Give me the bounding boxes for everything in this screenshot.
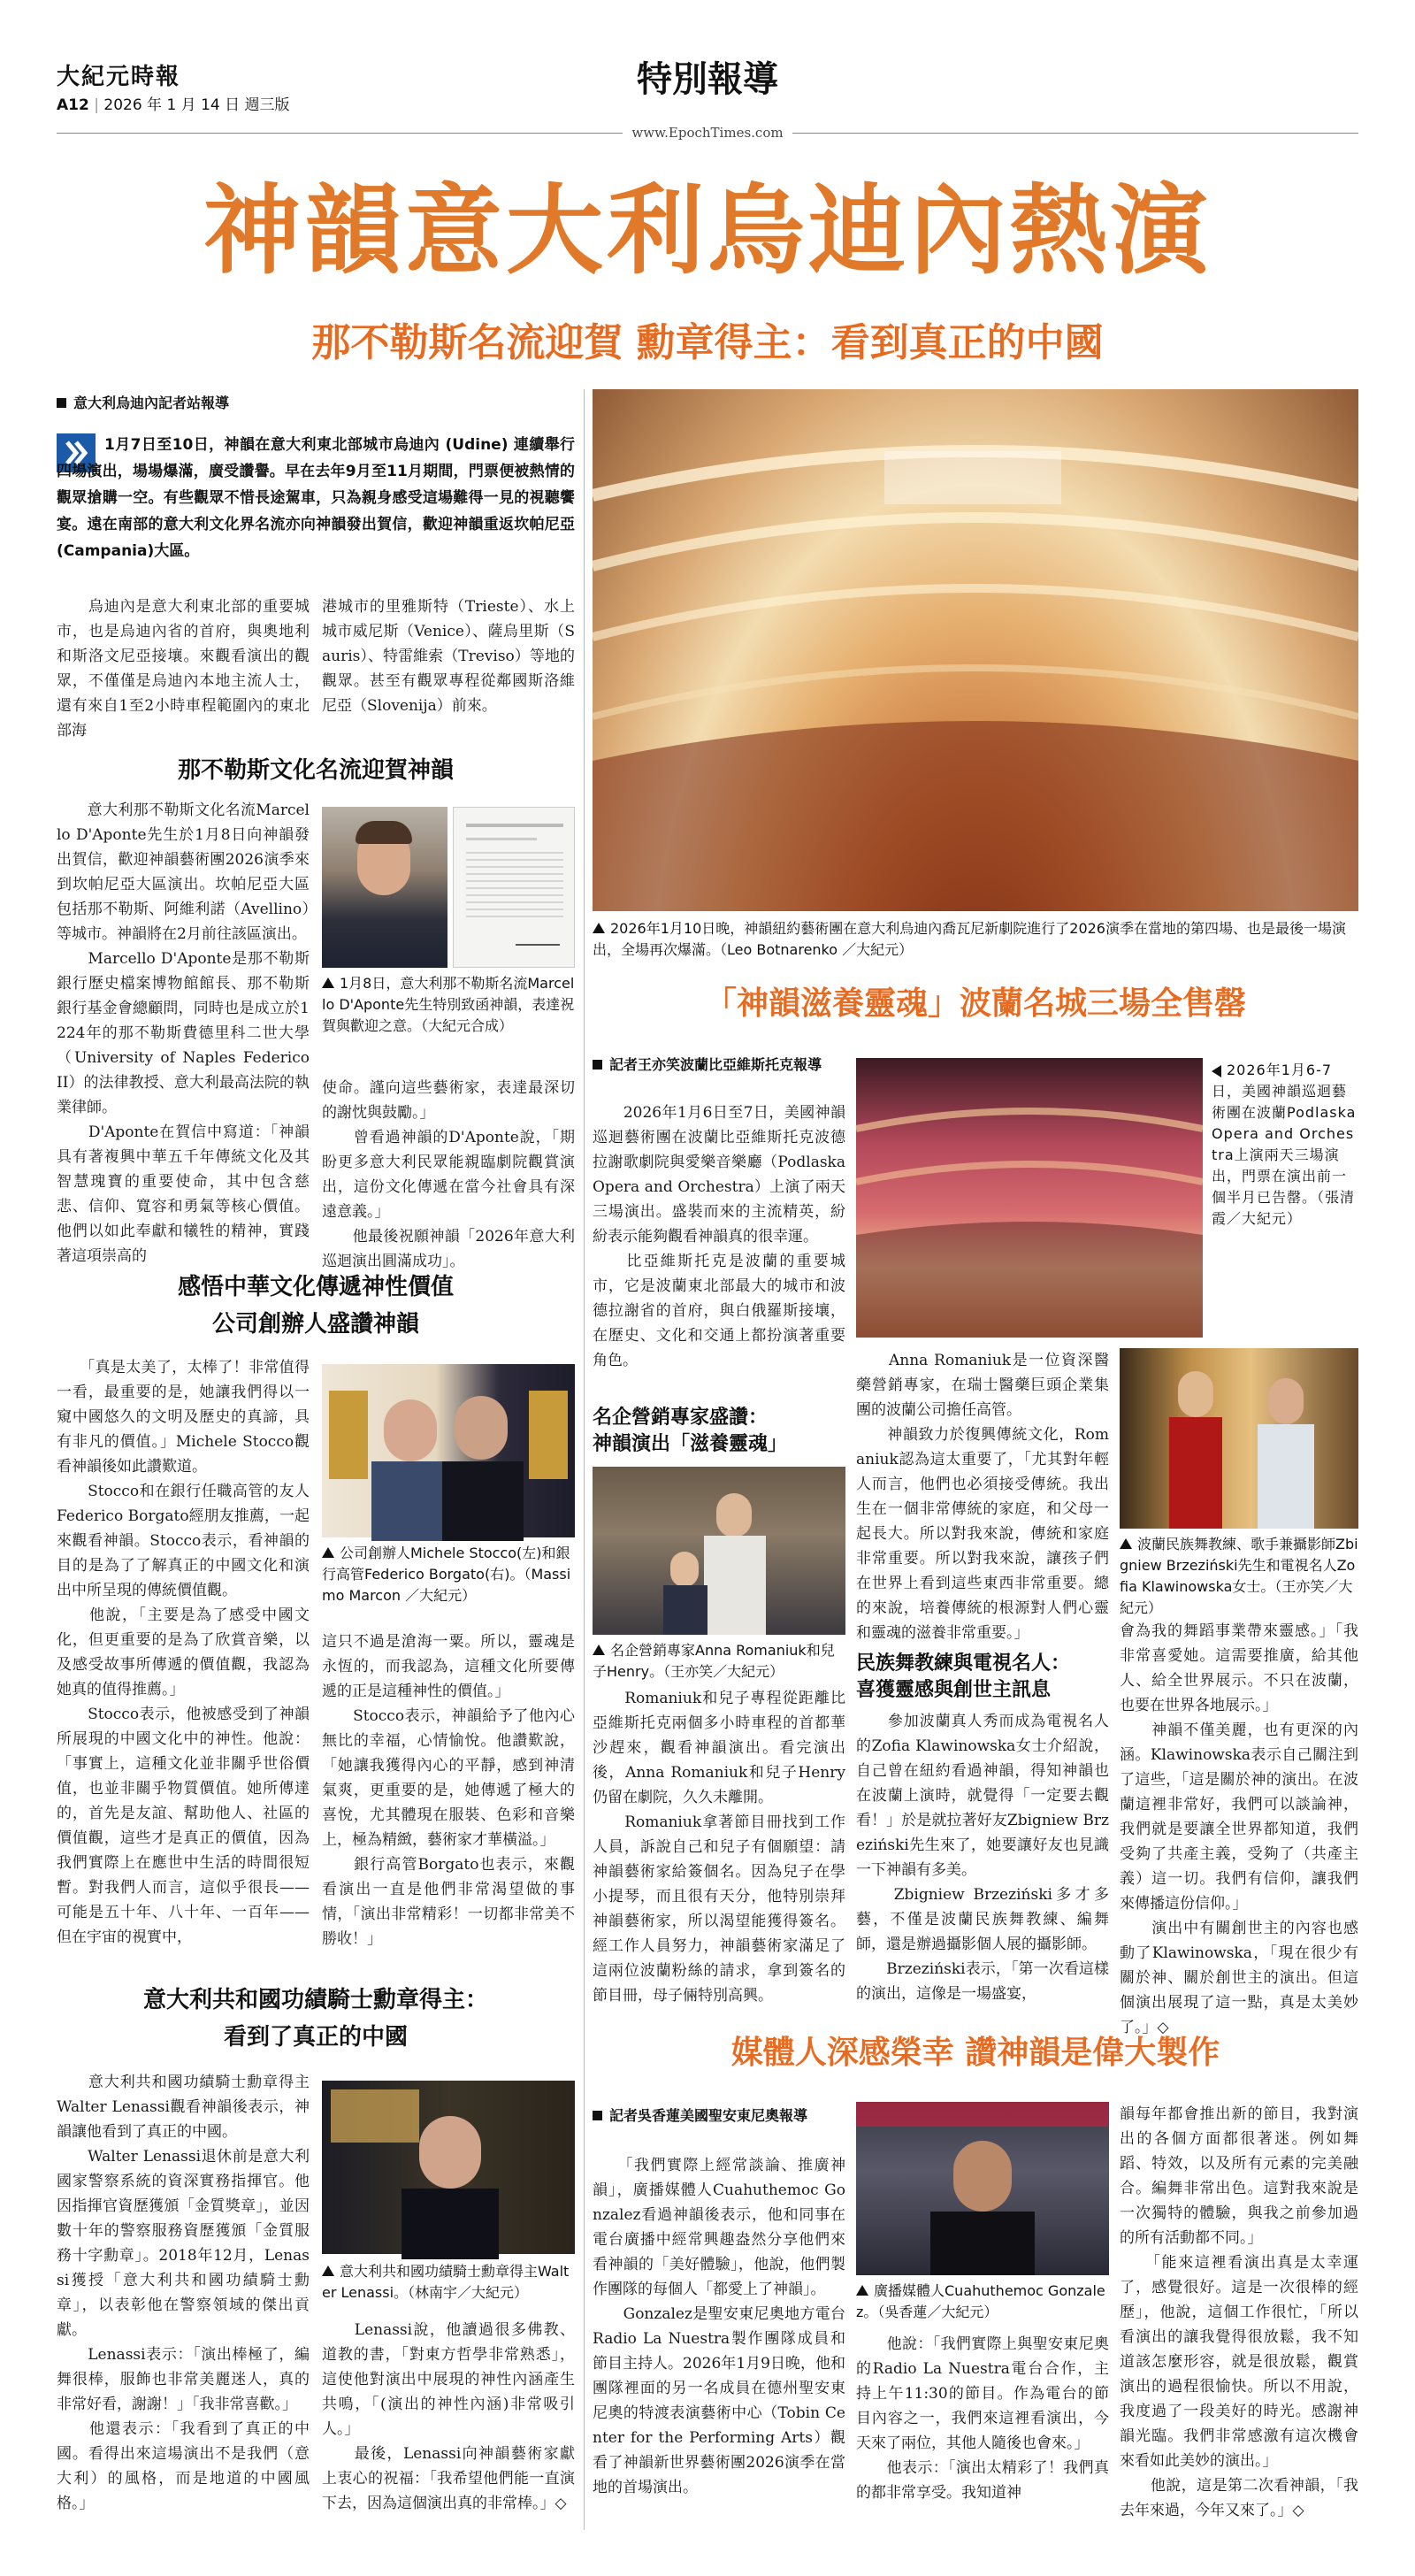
media-host-photo	[856, 2102, 1109, 2275]
masthead-logo: 大紀元時報	[57, 64, 181, 90]
column-divider	[584, 389, 585, 2530]
media-heading: 媒體人深感榮幸 讚神韻是偉大製作	[730, 2035, 1220, 2071]
caption-marker-icon	[322, 1547, 334, 1558]
caption-marker-icon	[322, 978, 334, 988]
media-caption: 廣播媒體人Cuahuthemoc Gonzalez。（吳香蓮／大紀元）	[856, 2282, 1105, 2320]
poland-heading: 「神韻滋養靈魂」波蘭名城三場全售罄	[704, 985, 1246, 1022]
media-para2: 他說：「我們實際上與聖安東尼奧的Radio La Nuestra電台合作，主持上午11:30的節目。作為電台的節目內容之一，我們來這裡看演出，今天來了兩位，其他人隨後也會來。」 他表示：「演出太精彩了！我們真的都非常享受。我知道神	[856, 2335, 1109, 2502]
knight-heading-2: 看到了真正的中國	[223, 2024, 408, 2051]
founder-heading-1: 感悟中華文化傳遞神性價值	[177, 1274, 454, 1300]
founder-photo	[322, 1364, 575, 1537]
knight-heading-1: 意大利共和國功績騎士勳章得主：	[142, 1987, 488, 2013]
caption-marker-icon	[856, 2285, 868, 2296]
poland-para1: 2026年1月6日至7日，美國神韻巡迴藝術團在波蘭比亞維斯托克波德拉謝歌劇院與愛樂音樂廳（Podlaska Opera and Orchestra）上演了兩天三場演出。盛裝而來的主流精英，紛紛表示能夠觀看神韻真的很幸運。 比亞維斯托克是波蘭的重要城市，它是波蘭東北部最大的城市和波德拉謝省的首府，與白俄羅斯接壤，在歷史、文化和交通上都扮演著重要角色。	[593, 1104, 845, 1369]
website: www.EpochTimes.com	[0, 124, 1415, 141]
media-para3: 韻每年都會推出新的節目，我對演出的各個方面都很著迷。例如舞蹈、特效，以及所有元素的完美融合。編舞非常出色。這對我來說是一次獨特的體驗，與我之前參加過的所有活動都不同。」 「能來這裡看演出真是太幸運了，感覺很好。這是一次很棒的經歷」，他說，這個工作很忙，「所以看演出的讓我覺得很放鬆，我不知道該怎麼形容，就是很放鬆，觀賞演出的過程很愉快。所以不用說，我度過了一段美好的時光。感謝神韻光臨。我們非常感激有這次機會來看如此美妙的演出。」 他說，這是第二次看神韻，「我去年來過，今年又來了。」◇	[1120, 2105, 1358, 2519]
hero-caption: 2026年1月10日晚，神韻紐約藝術團在意大利烏迪內喬瓦尼新劇院進行了2026演季在當地的第四場、也是最後一場演出，全場再次爆滿。（Leo Botnarenko ／大紀元）	[593, 920, 1346, 958]
founder-caption: 公司創辦人Michele Stocco(左)和銀行高管Federico Borgato(右)。（Massimo Marcon ／大紀元）	[322, 1545, 571, 1604]
poland-caption: 2026年1月6-7日，美國神韻巡迴藝術團在波蘭Podlaska Opera and Orchestra上演兩天三場演出，門票在演出前一個半月已告罄。（張清霞／大紀元）	[1212, 1062, 1362, 1227]
knight-caption: 意大利共和國功績騎士勳章得主Walter Lenassi。（林南宇／大紀元）	[322, 2263, 570, 2301]
poland-byline: 記者王亦笑波蘭比亞維斯托克報導	[593, 1054, 845, 1076]
media-byline: 記者吳香蓮美國聖安東尼奧報導	[593, 2105, 845, 2127]
knight-photo	[322, 2081, 575, 2254]
founder-para2: 這只不過是滄海一粟。所以，靈魂是永恆的，而我認為，這種文化所要傳遞的正是這種神性的價值。」 Stocco表示，神韻給予了他內心無比的幸福，心情愉悅。他讚歎說，「她讓我獲得內心的平靜，感到神清氣爽，更重要的是，她傳遞了極大的喜悅，尤其體現在服裝、色彩和音樂上，極為精緻，藝術家才華橫溢。」 銀行高管Borgato也表示，來觀看演出一直是他們非常渴望做的事情，「演出非常精彩！一切都非常美不勝收！」	[322, 1633, 575, 1948]
media-para1: 「我們實際上經常談論、推廣神韻」，廣播媒體人Cuahuthemoc Gonzalez看過神韻後表示，他和同事在電台廣播中經常興趣盎然分享他們來看神韻的「美好體驗」，他說，他們製作團隊的每個人「都愛上了神韻」。 Gonzalez是聖安東尼奧地方電台Radio La Nuestra製作團隊成員和節目主持人。2026年1月9日晚，他和團隊裡面的另一名成員在德州聖安東尼奧的特渡表演藝術中心（Tobin Center for the Performing Arts）觀看了神韻新世界藝術團2026演季在當地的首場演出。	[593, 2157, 845, 2496]
mother-son-photo	[593, 1467, 845, 1635]
article1-byline: 意大利烏迪內記者站報導	[57, 393, 229, 414]
theater-hero-photo	[593, 389, 1358, 911]
naples-para2: 使命。謹向這些藝術家，表達最深切的謝忱與鼓勵。」 曾看過神韻的D'Aponte說，「期盼更多意大利民眾能親臨劇院觀賞演出，這份文化傳遞在當今社會具有深遠意義。」 他最後祝願神韻「2026年意大利巡迴演出圓滿成功」。	[322, 1079, 575, 1270]
poland-mid-para1: Romaniuk和兒子專程從距離比亞維斯托克兩個多小時車程的首都華沙趕來，觀看神韻演出。看完演出後，Anna Romaniuk和兒子Henry仍留在劇院，久久未離開。 Romaniuk拿著節目冊找到工作人員，訴說自己和兒子有個願望：請神韻藝術家給簽個名。因為兒子在學小提琴，而且很有天分，他特別崇拜神韻藝術家，所以渴望能獲得簽名。經工作人員努力，神韻藝術家滿足了這兩位波蘭粉絲的請求，拿到簽名的節目冊，母子倆特別高興。	[593, 1690, 845, 2005]
naples-caption: 1月8日，意大利那不勒斯名流Marcello D'Aponte先生特別致函神韻，表達祝賀與歡迎之意。（大紀元合成）	[322, 975, 575, 1034]
article1-lead: 1月7日至10日，神韻在意大利東北部城市烏迪內 (Udine) 連續舉行四場演出，場場爆滿，廣受讚譽。早在去年9月至11月期間，門票便被熱情的觀眾搶購一空。有些觀眾不惜長途駕車，只為親身感受這場難得一見的視聽饗宴。遠在南部的意大利文化界名流亦向神韻發出賀信，歡迎神韻重返坎帕尼亞(Campania)大區。	[57, 436, 575, 560]
couple-caption: 波蘭民族舞教練、歌手兼攝影師Zbigniew Brzeziński先生和電視名人Zofia Klawinowska女士。（王亦笑／大紀元）	[1120, 1536, 1358, 1616]
couple-photo	[1120, 1348, 1358, 1529]
caption-marker-icon	[322, 2266, 334, 2276]
knight-para1: 意大利共和國功績騎士勳章得主Walter Lenassi觀看神韻後表示，神韻讓他看到了真正的中國。 Walter Lenassi退休前是意大利國家警察系統的資深實務指揮官。他因指揮官資歷獲頒「金質獎章」，並因數十年的警察服務資歷獲頒「金質服務十字勳章」。2018年12月，Lenassi獲授「意大利共和國功績騎士勳章」，以表彰他在警察領域的傑出貢獻。 Lenassi表示：「演出棒極了，編舞很棒，服飾也非常美麗迷人，真的非常好看，謝謝！」「我非常喜歡。」 他還表示：「我看到了真正的中國。看得出來這場演出不是我們（意大利）的風格，而是地道的中國風格。」	[57, 2074, 310, 2512]
knight-para2: Lenassi說，他讀過很多佛教、道教的書，「對東方哲學非常熟悉」，這使他對演出中展現的神性內涵產生共鳴，「(演出的神性內涵)非常吸引人。」 最後，Lenassi向神韻藝術家獻上衷心的祝福：「我希望他們能一直演下去，因為這個演出真的非常棒。」◇	[322, 2321, 575, 2512]
page-number: A12	[57, 96, 89, 114]
naples-letter-image	[453, 807, 575, 968]
founder-heading-2: 公司創辦人盛讚神韻	[211, 1311, 419, 1338]
poland-subheading-1: 名企營銷專家盛讚： 神韻演出「滋養靈魂」	[593, 1407, 788, 1455]
article1-para1: 烏迪內是意大利東北部的重要城市，也是烏迪內省的首府，與奧地利和斯洛文尼亞接壤。來觀看演出的觀眾，不僅僅是烏迪內本地主流人士，還有來自1至2小時車程範圍內的東北部海	[57, 598, 310, 740]
poland-right-para: 會為我的舞蹈事業帶來靈感。」「我非常喜愛她。這需要推廣，給其他人、給全世界展示。不只在波蘭，也要在世界各地展示。」 神韻不僅美麗，也有更深的內涵。Klawinowska表示自己關注到了這些，「這是關於神的演出。在波蘭這裡非常好，我們可以談論神，我們就是要讓全世界都知道，我們受夠了共產主義，受夠了（共產主義）這一切。我們有信仰，讓我們來傳播這份信仰。」 演出中有關創世主的內容也感動了Klawinowska，「現在很少有關於神、關於創世主的演出。但這個演出展現了這一點，真是太美妙了。」◇	[1120, 1622, 1358, 2036]
main-headline: 神韻意大利烏迪內熱演	[203, 174, 1212, 288]
poland-auditorium-photo	[856, 1058, 1203, 1338]
caption-marker-icon	[593, 923, 605, 933]
poland-mid-para3: 參加波蘭真人秀而成為電視名人的Zofia Klawinowska女士介紹說，自己曾在紐約看過神韻，得知神韻也在波蘭上演時，就覺得「一定要去觀看！」於是就拉著好友Zbigniew Brzeziński先生來了，她要讓好友也見識一下神韻有多美。 Zbigniew Brzeziński多才多藝，不僅是波蘭民族舞教練、編舞師，還是辦過攝影個人展的攝影師。 Brzeziński表示，「第一次看這樣的演出，這像是一場盛宴，	[856, 1713, 1109, 2003]
caption-marker-icon	[1212, 1065, 1221, 1077]
article1-para2: 港城市的里雅斯特（Trieste）、水上城市威尼斯（Venice）、薩烏里斯（Sauris）、特雷維索（Treviso）等地的觀眾。甚至有觀眾專程從鄰國斯洛維尼亞（Slovenija）前來。	[322, 598, 575, 715]
caption-marker-icon	[1120, 1538, 1132, 1549]
masthead-page-date: A12 | 2026 年 1 月 14 日 週三版	[57, 96, 290, 114]
issue-date: 2026 年 1 月 14 日 週三版	[103, 96, 290, 114]
naples-para1: 意大利那不勒斯文化名流Marcello D'Aponte先生於1月8日向神韻發出賀信，歡迎神韻藝術團2026演季來到坎帕尼亞大區演出。坎帕尼亞大區包括那不勒斯、阿維利諾（Avellino）等城市。神韻將在2月前往該區演出。 Marcello D'Aponte是那不勒斯銀行歷史檔案博物館館長、那不勒斯銀行基金會總顧問，同時也是成立於1224年的那不勒斯費德里科二世大學（University of Naples Federico II）的法律教授、意大利最高法院的執業律師。 D'Aponte在賀信中寫道：「神韻具有著複興中華五千年傳統文化及其智慧瑰寶的重要使命，其中包含慈悲、信仰、寬容和勇氣等核心價值。他們以如此奉獻和犧牲的精神，實踐著這項崇高的	[57, 801, 310, 1265]
poland-mid-para2: Anna Romaniuk是一位資深醫藥營銷專家，在瑞士醫藥巨頭企業集團的波蘭公司擔任高管。 神韻致力於復興傳統文化，Romaniuk認為這太重要了，「尤其對年輕人而言，他們也必須接受傳統。我出生在一個非常傳統的家庭，和父母一起長大。所以對我來說，傳統和家庭非常重要。所以對我來說，讓孩子們在世界上看到這些東西非常重要。總的來說，培養傳統的根源對人們心靈和靈魂的滋養非常重要。」	[856, 1352, 1109, 1642]
sub-headline: 那不勒斯名流迎賀 勳章得主：看到真正的中國	[311, 320, 1104, 365]
poland-subheading-2: 民族舞教練與電視名人： 喜獲靈感與創世主訊息	[856, 1652, 1071, 1701]
naples-heading: 那不勒斯文化名流迎賀神韻	[177, 757, 454, 784]
section-title: 特別報導	[637, 59, 778, 100]
naples-portrait-photo	[322, 807, 447, 968]
founder-para1: 「真是太美了，太棒了！非常值得一看，最重要的是，她讓我們得以一窺中國悠久的文明及歷史的真諦，具有非凡的價值。」Michele Stocco觀看神韻後如此讚歎道。 Stocco和在銀行任職高管的友人Federico Borgato經朋友推薦，一起來觀看神韻。Stocco表示，看神韻的目的是為了了解真正的中國文化和演出中所呈現的傳統價值觀。 他說，「主要是為了感受中國文化，但更重要的是為了欣賞音樂，以及感受故事所傳遞的價值觀，我認為她真的值得推薦。」 Stocco表示，他被感受到了神韻所展現的中國文化中的神性。他說：「事實上，這種文化並非關乎世俗價值，也並非關乎物質價值。她所傳達的，首先是友誼、幫助他人、社區的價值觀，這些才是真正的價值，因為我們實際上在應世中生活的時間很短暫。對我們人而言，這似乎很長——可能是五十年、八十年、一百年——但在宇宙的視實中，	[57, 1359, 310, 1946]
mother-son-caption: 名企營銷專家Anna Romaniuk和兒子Henry。（王亦笑／大紀元）	[593, 1642, 835, 1680]
caption-marker-icon	[593, 1644, 605, 1655]
